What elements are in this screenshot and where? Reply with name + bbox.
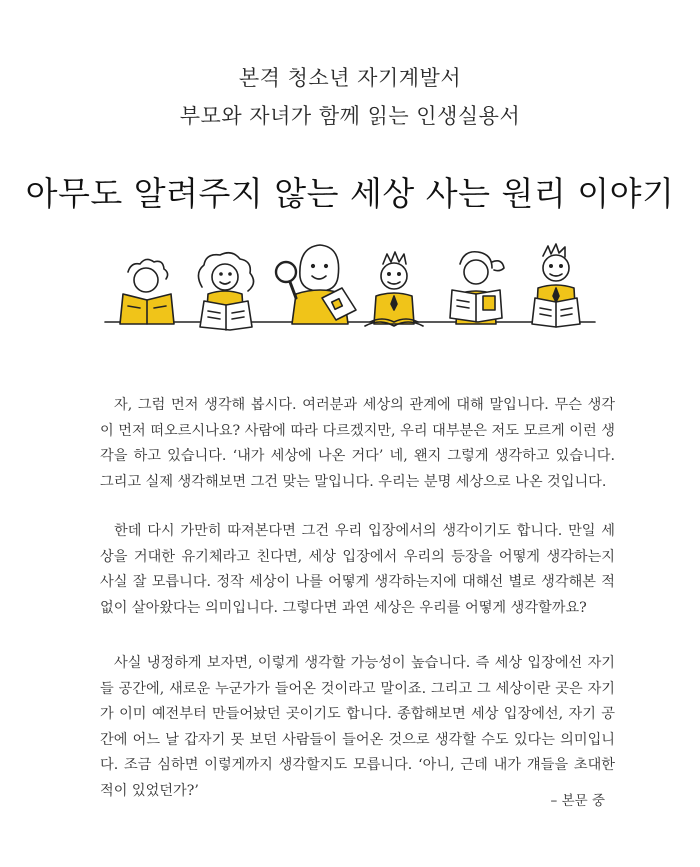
body-paragraph-2: 한데 다시 가만히 따져본다면 그건 우리 입장에서의 생각이기도 합니다. 만일 세상을 거대한 유기체라고 친다면, 세상 입장에서 우리의 등장을 어떻게 생각하는지 사실 잘 모릅니다. 정작 세상이 나를 어떻게 생각하는지에 대해선 별로 생각해본 적 없이 살아왔다는 의미입니다. 그렇다면 과연 세상은 우리를 어떻게 생각할까요? [100,523,615,616]
person-1-icon [120,259,174,324]
person-3-icon [276,245,356,324]
person-6-icon [532,244,580,327]
person-5-icon [450,252,504,324]
source-attribution: – 본문 중 [550,793,605,809]
person-4-icon [365,252,423,326]
body-paragraph-1: 자, 그럼 먼저 생각해 봅시다. 여러분과 세상의 관계에 대해 말입니다. 무슨 생각이 먼저 떠오르시나요? 사람에 따라 다르겠지만, 우리 대부분은 저도 모르게 이런 생각을 하고 있습니다. ‘내가 세상에 나온 거다’ 네, 왠지 그렇게 생각하고 있습니다. 그리고 실제 생각해보면 그건 맞는 말입니다. 우리는 분명 세상으로 나온 것입니다. [100,397,615,490]
people-reading-books-illustration [100,232,600,342]
book-title: 아무도 알려주지 않는 세상 사는 원리 이야기 [25,174,675,213]
person-2-icon [198,253,253,330]
body-paragraph-3: 사실 냉정하게 보자면, 이렇게 생각할 가능성이 높습니다. 즉 세상 입장에선 자기들 공간에, 새로운 누군가가 들어온 것이라고 말이죠. 그리고 그 세상이란 곳은 자기가 이미 예전부터 만들어놨던 곳이기도 합니다. 종합해보면 세상 입장에선, 자기 공간에 어느 날 갑자기 못 보던 사람들이 들어온 것으로 생각할 수도 있다는 의미입니다. 조금 심하면 이렇게까지 생각할지도 모릅니다. ‘아니, 근데 내가 걔들을 초대한 적이 있었던가?’ [100,655,615,799]
subtitle-line-2: 부모와 자녀가 함께 읽는 인생실용서 [179,104,521,128]
subtitle-line-1: 본격 청소년 자기계발서 [238,66,462,90]
